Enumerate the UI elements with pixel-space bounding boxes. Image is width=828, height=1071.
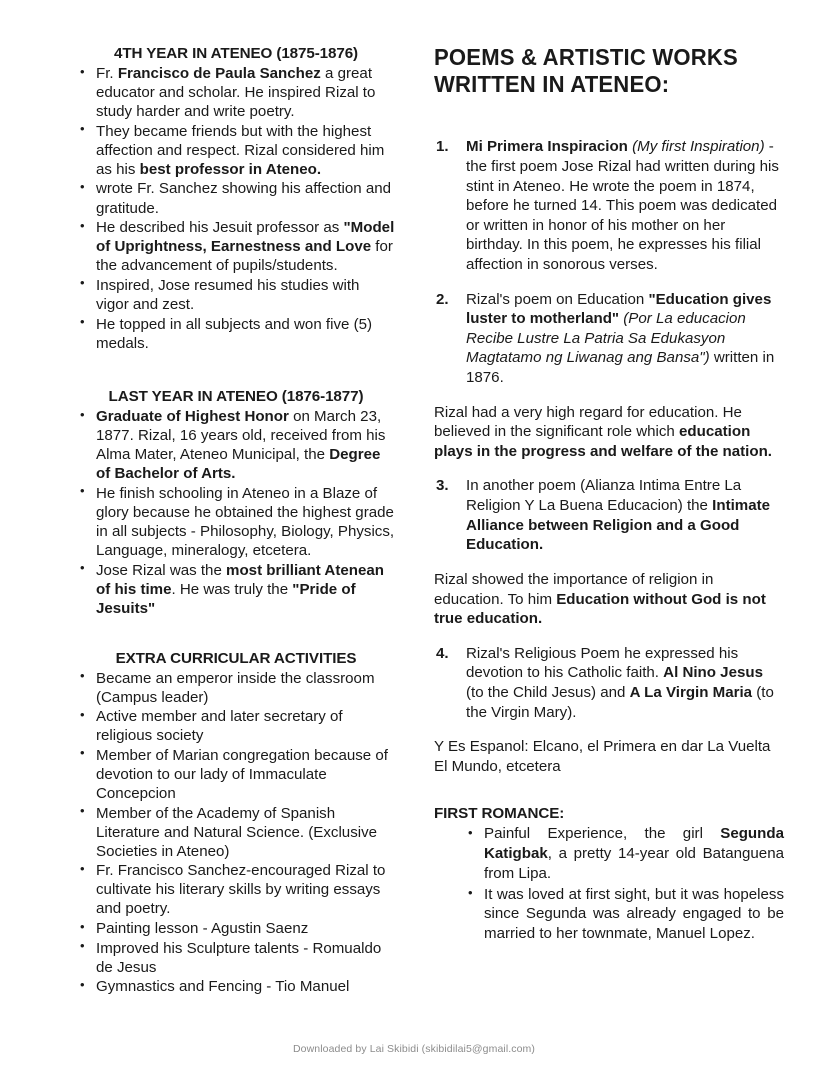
- list-item: • Fr. Francisco Sanchez-encouraged Rizal to cultivate his literary skills by writing essays and poetry.: [76, 861, 396, 918]
- list-item: • Member of the Academy of Spanish Literature and Natural Science. (Exclusive Societies in Ateneo): [76, 804, 396, 861]
- list-item: • Painting lesson - Agustin Saenz: [76, 919, 396, 938]
- list-item: • Improved his Sculpture talents - Romualdo de Jesus: [76, 939, 396, 977]
- right-column: [434, 44, 784, 945]
- numbered-list-poems-b: [434, 476, 784, 554]
- page-title: POEMS & ARTISTIC WORKS WRITTEN IN ATENEO:: [434, 44, 738, 97]
- bullet-list-first-romance: [434, 824, 784, 944]
- list-item: • He topped in all subjects and won five (5) medals.: [76, 315, 396, 353]
- title-spacer: [434, 97, 784, 137]
- list-item: • Jose Rizal was the most brilliant Atenean of his time. He was truly the "Pride of Jesuits": [76, 561, 396, 618]
- paragraph-education-regard: Rizal had a very high regard for education. He believed in the significant role which education plays in the progress and welfare of the nation.: [434, 403, 772, 460]
- section-heading-first-romance: FIRST ROMANCE:: [434, 805, 565, 823]
- list-item: • Active member and later secretary of religious society: [76, 707, 396, 745]
- section-heading-extra-curricular: EXTRA CURRICULAR ACTIVITIES: [115, 649, 357, 667]
- list-item: In another poem (Alianza Intima Entre La Religion Y La Buena Educacion) the Intimate Alliance between Religion and a Good Education.: [466, 477, 771, 554]
- list-item: • wrote Fr. Sanchez showing his affection and gratitude.: [76, 179, 396, 217]
- list-item: • Member of Marian congregation because of devotion to our lady of Immaculate Concepcion: [76, 746, 396, 803]
- list-item: • Fr. Francisco de Paula Sanchez a great educator and scholar. He inspired Rizal to study harder and write poetry.: [76, 64, 396, 121]
- section-first-romance: [434, 804, 784, 944]
- list-item: Mi Primera Inspiracion (My first Inspiration) - the first poem Jose Rizal had written during his stint in Ateneo. He wrote the poem in 1874, before he turned 14. This poem was dedicated or written in honor of his mother on her birthday. In this poem, he expresses his filial affection in sonorous verses.: [466, 138, 779, 273]
- left-column: [76, 44, 396, 997]
- paragraph-y-es-espanol: Y Es Espanol: Elcano, el Primera en dar La Vuelta El Mundo, etcetera: [434, 738, 771, 775]
- list-item: Rizal's poem on Education "Education gives luster to motherland" (Por La educacion Recibe Lustre La Patria Sa Edukasyon Magtatamo ng Liwanag ang Bansa") written in 1876.: [466, 290, 775, 387]
- list-item: • Inspired, Jose resumed his studies with vigor and zest.: [76, 276, 396, 314]
- page-footer: Downloaded by Lai Skibidi (skibidilai5@gmail.com): [293, 1043, 535, 1055]
- bullet-list-extra-curricular: [76, 669, 396, 997]
- list-item: • It was loved at first sight, but it was hopeless since Segunda was already engaged to be married to her townmate, Manuel Lopez.: [434, 885, 784, 944]
- bullet-list-4th-year: [76, 64, 396, 353]
- list-item: • Became an emperor inside the classroom (Campus leader): [76, 669, 396, 707]
- romance-spacer: [434, 791, 784, 804]
- section-heading-last-year: LAST YEAR IN ATENEO (1876-1877): [108, 388, 364, 406]
- bullet-list-last-year: [76, 407, 396, 618]
- list-item: • Painful Experience, the girl Segunda Katigbak, a pretty 14-year old Batanguena from Lipa.: [434, 824, 784, 883]
- list-item: Rizal's Religious Poem he expressed his devotion to his Catholic faith. Al Nino Jesus (to the Child Jesus) and A La Virgin Maria (to the Virgin Mary).: [466, 644, 774, 721]
- numbered-list-poems-a: [434, 137, 784, 387]
- list-item: • They became friends but with the highest affection and respect. Rizal considered him as his best professor in Ateneo.: [76, 122, 396, 179]
- section-spacer: [76, 619, 396, 649]
- list-item: • He described his Jesuit professor as "Model of Uprightness, Earnestness and Love for the advancement of pupils/students.: [76, 218, 396, 275]
- section-heading-4th-year: 4TH YEAR IN ATENEO (1875-1876): [113, 45, 359, 62]
- paragraph-religion-education: Rizal showed the importance of religion in education. To him Education without God is not true education.: [434, 570, 766, 628]
- list-item: • Gymnastics and Fencing - Tio Manuel: [76, 977, 396, 996]
- section-last-year: [76, 387, 396, 618]
- list-item: • Graduate of Highest Honor on March 23, 1877. Rizal, 16 years old, received from his Alma Mater, Ateneo Municipal, the Degree of Bachelor of Arts.: [76, 407, 396, 483]
- numbered-list-poems-c: [434, 644, 784, 722]
- section-4th-year: [76, 44, 396, 353]
- section-spacer: [76, 353, 396, 387]
- section-extra-curricular: [76, 649, 396, 997]
- list-item: • He finish schooling in Ateneo in a Blaze of glory because he obtained the highest grade in all subjects - Philosophy, Biology, Physics, Language, mineralogy, etcetera.: [76, 484, 396, 560]
